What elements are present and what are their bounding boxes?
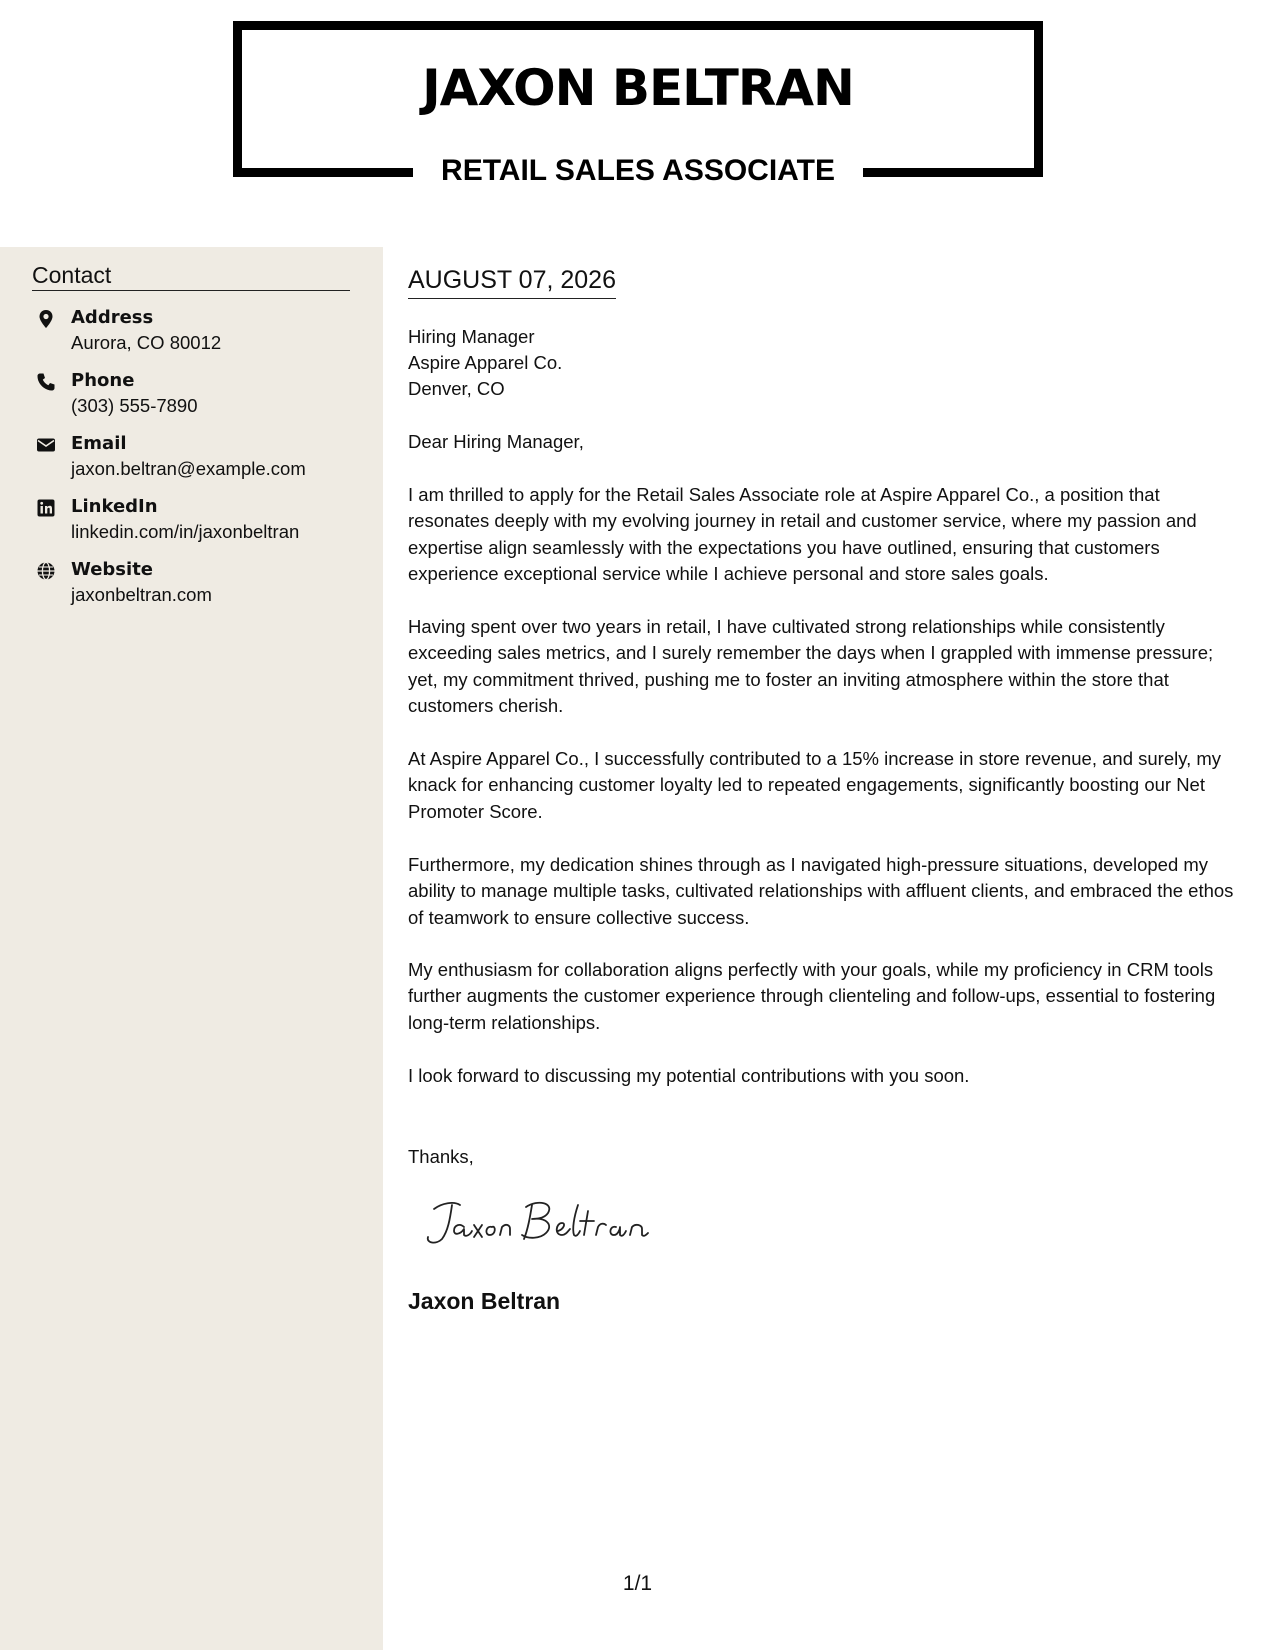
- contact-label: Website: [71, 559, 154, 580]
- contact-value: linkedin.com/in/jaxonbeltran: [71, 521, 300, 542]
- page-number: 1/1: [622, 1572, 653, 1595]
- globe-icon: [36, 561, 56, 581]
- signer-name: Jaxon Beltran: [408, 1288, 561, 1314]
- contact-value: (303) 555-7890: [71, 395, 198, 416]
- envelope-icon: [36, 435, 56, 455]
- paragraph-text: Having spent over two years in retail, I have cultivated strong relationships while consistently exceeding sales metrics, and I surely remember the days when I grappled with immense pressure; yet, my commitment thrived, pushing me to foster an inviting atmosphere within the store that customers cherish.: [408, 616, 1214, 717]
- contact-heading: Contact: [32, 262, 350, 291]
- map-pin-icon: [36, 309, 56, 329]
- contact-label: Phone: [71, 370, 135, 391]
- body-paragraph-6: [408, 1063, 1243, 1089]
- closing: Thanks,: [408, 1146, 474, 1167]
- paragraph-text: Furthermore, my dedication shines through as I navigated high-pressure situations, developed my ability to manage multiple tasks, cultivated relationships with affluent clients, and embraced the ethos of teamwork to ensure collective success.: [408, 854, 1234, 928]
- paragraph-text: My enthusiasm for collaboration aligns perfectly with your goals, while my proficiency in CRM tools further augments the customer experience through clienteling and follow-ups, essential to fostering long-term relationships.: [408, 959, 1216, 1033]
- salutation: [408, 429, 1243, 455]
- body-paragraph-5: [408, 957, 1243, 1036]
- body-paragraph-3: [408, 746, 1243, 825]
- paragraph-text: At Aspire Apparel Co., I successfully contributed to a 15% increase in store revenue, and surely, my knack for enhancing customer loyalty led to repeated engagements, significantly boosting our Net Promoter Score.: [408, 748, 1222, 822]
- phone-icon: [36, 372, 56, 392]
- body-paragraph-2: [408, 614, 1243, 720]
- name-header: [233, 21, 1043, 187]
- recipient-line: Denver, CO: [408, 378, 505, 399]
- contact-label: Email: [71, 433, 127, 454]
- contact-label: Address: [71, 307, 154, 328]
- frame-top-line: [233, 21, 1043, 30]
- recipient-block: [408, 324, 562, 402]
- paragraph-text: I am thrilled to apply for the Retail Sales Associate role at Aspire Apparel Co., a position that resonates deeply with my evolving journey in retail and customer service, where my passion and expertise align seamlessly with the expectations you have outlined, ensuring that customers experience exceptional service while I achieve personal and store sales goals.: [408, 484, 1197, 585]
- contact-value: Aurora, CO 80012: [71, 332, 222, 353]
- applicant-name: JAXON BELTRAN: [422, 59, 854, 117]
- recipient-line: Hiring Manager: [408, 326, 535, 347]
- letter-date: AUGUST 07, 2026: [408, 265, 616, 299]
- contact-value: jaxonbeltran.com: [71, 584, 212, 605]
- paragraph-text: I look forward to discussing my potential contributions with you soon.: [408, 1065, 970, 1086]
- job-title: RETAIL SALES ASSOCIATE: [441, 154, 835, 187]
- linkedin-icon: [36, 498, 56, 518]
- body-paragraph-1: [408, 482, 1243, 588]
- contact-label: LinkedIn: [71, 496, 158, 517]
- body-paragraph-4: [408, 852, 1243, 931]
- salutation-text: Dear Hiring Manager,: [408, 431, 584, 452]
- handwritten-signature: [420, 1195, 660, 1255]
- recipient-line: Aspire Apparel Co.: [408, 352, 563, 373]
- contact-value: jaxon.beltran@example.com: [71, 458, 306, 479]
